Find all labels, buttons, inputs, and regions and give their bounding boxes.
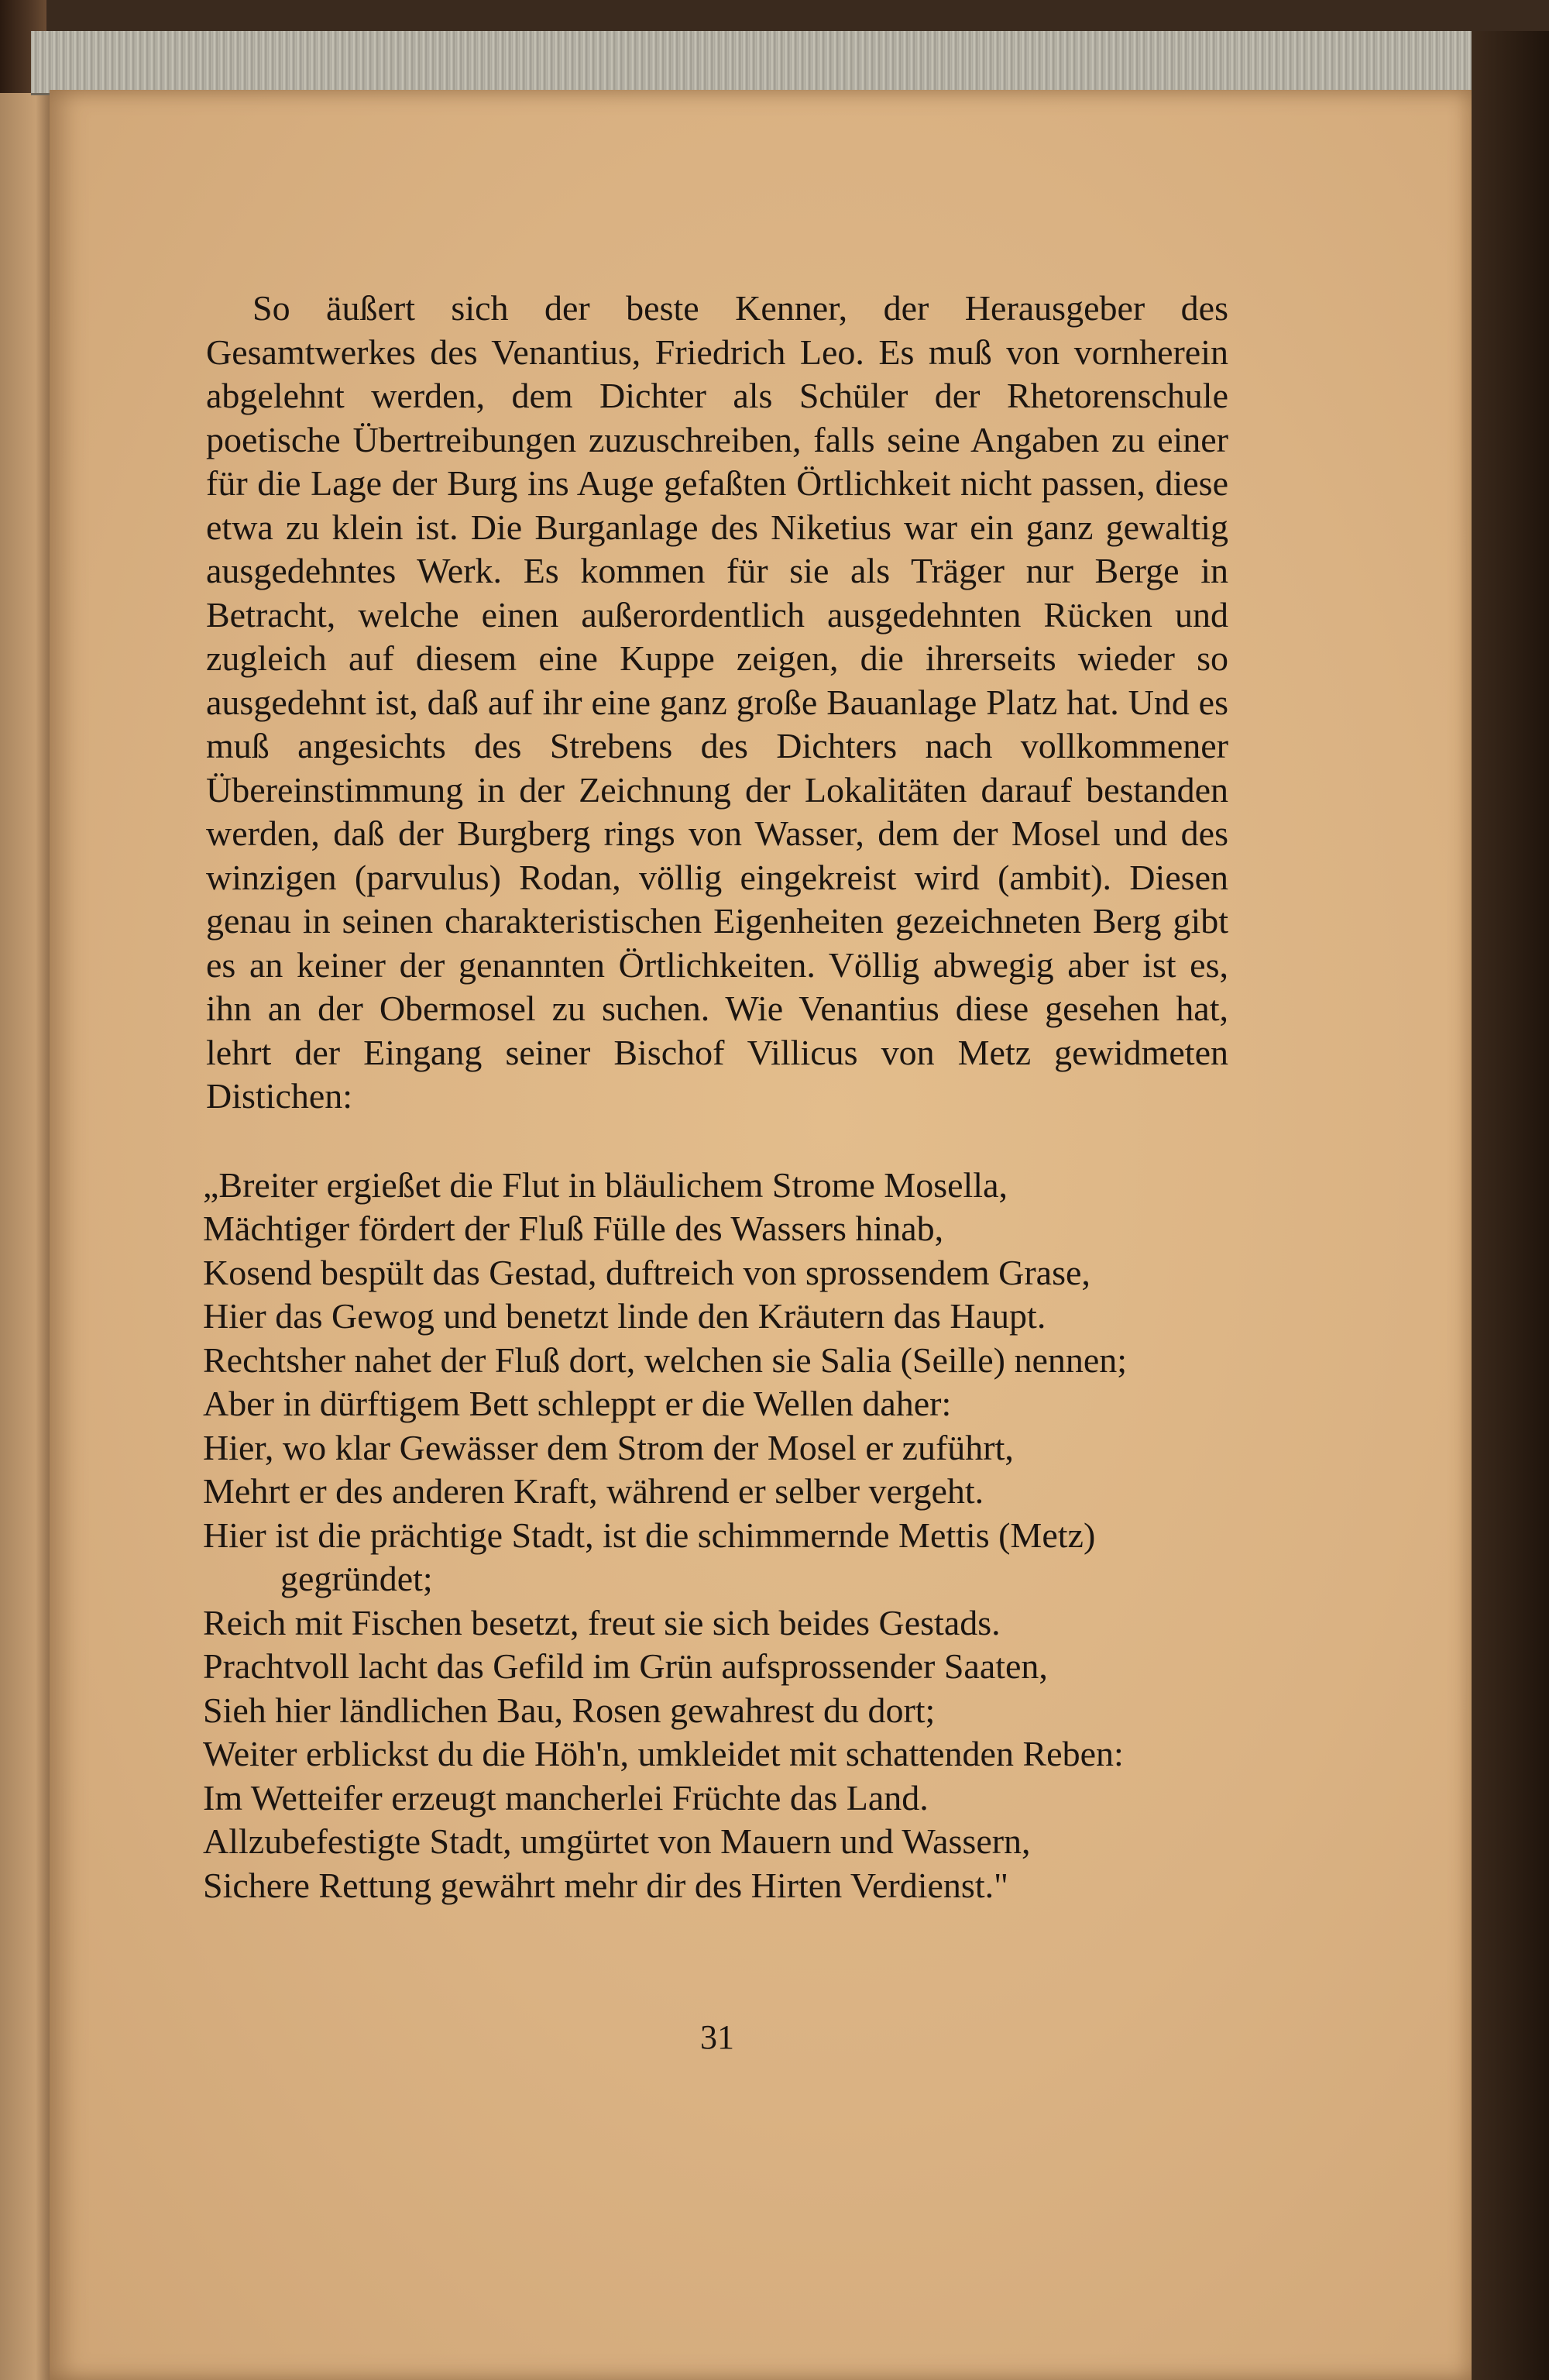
poem-line: Kosend bespült das Gestad, duftreich von sprossendem Grase,	[203, 1252, 1090, 1292]
poem-line: „Breiter ergießet die Flut in bläulichem Strome Mosella,	[203, 1164, 1008, 1205]
page-block-top-edge	[31, 31, 1472, 95]
poem-line: Aber in dürftigem Bett schleppt er die Wellen daher:	[203, 1384, 952, 1423]
poem-line: Allzubefestigte Stadt, umgürtet von Mauern und Wassern,	[203, 1821, 1031, 1861]
poem-line: Reich mit Fischen besetzt, freut sie sich beides Gestads.	[203, 1602, 1001, 1642]
poem-line: Mehrt er des anderen Kraft, während er selber vergeht.	[203, 1471, 984, 1511]
poem-line: Hier, wo klar Gewässer dem Strom der Mosel er zuführt,	[203, 1427, 1014, 1467]
poem-line: Hier das Gewog und benetzt linde den Kräutern das Haupt.	[203, 1296, 1046, 1336]
poem-line: Prachtvoll lacht das Gefild im Grün aufsprossender Saaten,	[203, 1646, 1048, 1686]
poem-line: Sieh hier ländlichen Bau, Rosen gewahrest du dort;	[203, 1690, 936, 1730]
poem-line: Rechtsher nahet der Fluß dort, welchen sie Salia (Seille) nennen;	[203, 1340, 1128, 1380]
page-number: 31	[700, 2018, 734, 2056]
poem-line: Mächtiger fördert der Fluß Fülle des Wassers hinab,	[203, 1209, 944, 1248]
poem-line: Im Wetteifer erzeugt mancherlei Früchte das Land.	[203, 1777, 929, 1818]
poem-line: Hier ist die prächtige Stadt, ist die schimmernde Mettis (Metz) gegründet;	[203, 1515, 1096, 1598]
poem-line: Weiter erblickst du die Höh'n, umkleidet mit schattenden Reben:	[203, 1734, 1124, 1773]
book-cover-edge	[1472, 31, 1549, 2380]
previous-page-edge	[0, 93, 51, 2380]
poem-line: Sichere Rettung gewährt mehr dir des Hirten Verdienst."	[203, 1865, 1008, 1905]
page-text	[203, 287, 1228, 1943]
body-paragraph: So äußert sich der beste Kenner, der Herausgeber des Gesamtwerkes des Venantius, Friedrich Leo. Es muß von vornherein abgelehnt werden, dem Dichter als Schüler der Rhetorenschule poetische Übertreibungen zuzuschreiben, falls seine Angaben zu einer für die Lage der Burg ins Auge gefaßten Örtlichkeit nicht passen, diese etwa zu klein ist. Die Burganlage des Niketius war ein ganz gewaltig ausgedehntes Werk. Es kommen für sie als Träger nur Berge in Betracht, welche einen außerordentlich ausgedehnten Rücken und zugleich auf diesem eine Kuppe zeigen, die ihrerseits wieder so ausgedehnt ist, daß auf ihr eine ganz große Bauanlage Platz hat. Und es muß angesichts des Strebens des Dichters nach vollkommener Übereinstimmung in der Zeichnung der Lokalitäten darauf bestanden werden, daß der Burgberg rings von Wasser, dem der Mosel und des winzigen (parvulus) Rodan, völlig eingekreist wird (ambit). Diesen genau in seinen charakteristischen Eigenheiten gezeichneten Berg gibt es an keiner der genannten Örtlichkeiten. Völlig abwegig aber ist es, ihn an der Obermosel zu suchen. Wie Venantius diese gesehen hat, lehrt der Eingang seiner Bischof Villicus von Metz gewidmeten Distichen:	[206, 288, 1228, 1116]
poem-distichs	[203, 1164, 1228, 1908]
